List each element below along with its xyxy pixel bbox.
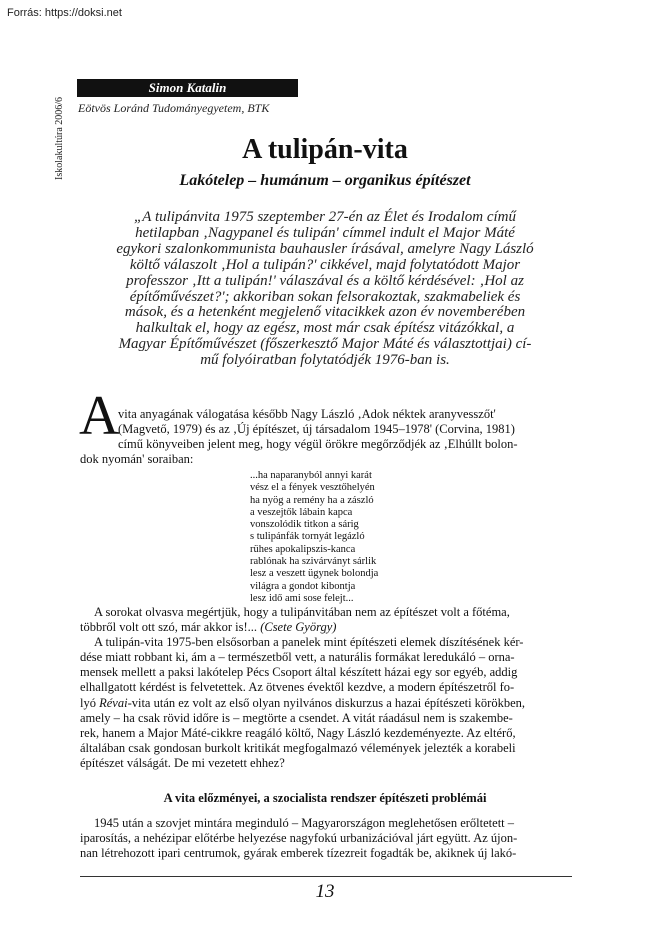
journal-sidebar-label: Iskolakultúra 2006/6: [54, 96, 65, 180]
section-paragraph: [80, 816, 572, 861]
intro-paragraph: [80, 407, 572, 467]
abstract-line: professzor ‚Itt a tulipán!' válaszával és a költő kérdésével: ‚Hol az: [126, 272, 524, 289]
poem-line: vész el a fények vesztőhelyén: [250, 482, 375, 494]
page-number: 13: [315, 881, 335, 902]
poem-line: lesz a veszett ügynek bolondja: [250, 568, 379, 580]
poem-line: ha nyög a remény ha a zászló: [250, 494, 374, 506]
paragraph-line: (Magvető, 1979) és az ‚Új építészet, új társadalom 1945–1978' (Corvina, 1981): [118, 422, 515, 437]
poem-line: lesz idő ami sose felejt...: [250, 592, 354, 604]
poem-line: ...ha naparanyból annyi karát: [250, 470, 372, 481]
poem-quote: [250, 470, 378, 605]
paragraph-line: dése miatt robbant ki, ám a – természetből vett, a naturális formákat leredukáló – orna-: [80, 650, 515, 665]
abstract-line: mű folyóiratban folytatódjék 1976-ban is.: [200, 352, 450, 369]
paragraph-line: című könyveiben jelent meg, hogy végül örökre megőrződjék az ‚Elhúllt bolon-: [118, 437, 518, 452]
abstract-line: halkultak el, hogy az egész, most már csak építész vitázókkal, a: [135, 320, 515, 337]
poem-line: rühes apokalipszis-kanca: [250, 543, 356, 555]
poem-line: világra a gondot kibontja: [250, 580, 356, 592]
abstract-line: Magyar Építőművészet (főszerkesztő Major Máté és választottjai) cí-: [118, 336, 532, 353]
abstract-line: hetilapban ‚Nagypanel és tulipán' címmel indult el Major Máté: [135, 224, 515, 241]
abstract-line: építőművészet?'; akkoriban sokan felsorakoztak, szakmabeliek és: [129, 288, 521, 305]
paragraph-line: rek, hanem a Major Máté-cikkre reagáló költő, Nagy László kezdeményezte. Az eltérő,: [80, 725, 516, 740]
paragraph-line: mensek mellett a paksi lakótelep Pécs Csoport által készített házai egy sor egyéb, addig: [80, 665, 518, 680]
paragraph-line: lyó Révai-vita után ez volt az első olyan nyilvános diskurzus a hazai építészeti körökben,: [80, 695, 526, 710]
poem-line: rablónak ha szivárványt sárlik: [250, 556, 377, 568]
paragraph-line: nan létrehozott ipari centrumok, gyárak emberek tízezreit fogadták be, akiknek új lakó-: [80, 846, 517, 861]
paragraph-line: dok nyomán' soraiban:: [80, 452, 194, 467]
quote-attribution: (Csete György): [260, 620, 337, 635]
author-bar: Simon Katalin: [77, 79, 298, 97]
paragraph-line: [80, 620, 572, 635]
drop-cap: A: [79, 385, 120, 447]
article-title: A tulipán-vita: [242, 134, 408, 165]
abstract-line: egykori szalonkommunista bauhausler írásával, amelyre Nagy László: [116, 240, 534, 257]
paragraph-line: iparosítás, a nehézipar előtérbe helyezése nagyfokú urbanizációval járt együtt. Az újon-: [80, 831, 518, 846]
affiliation: Eötvös Loránd Tudományegyetem, BTK: [78, 101, 270, 115]
paragraph-text: többről volt ott szó, már akkor is!...: [80, 620, 258, 635]
source-label: Forrás: https://doksi.net: [7, 7, 122, 19]
poem-line: vonszolódik titkon a sárig: [250, 519, 359, 531]
paragraph-line: általában csak gondosan burkolt kritikát megfogalmazó vélemények jelezték a korabeli: [80, 740, 516, 755]
abstract-line: mások, és a hetenként megjelenő vitacikkek azon év novemberében: [124, 304, 526, 321]
paragraph-line: A tulipán-vita 1975-ben elsősorban a panelek mint építészeti elemek díszítésének kér-: [94, 635, 524, 650]
paragraph-line: vita anyagának válogatása később Nagy László ‚Adok néktek aranyvesszőt': [118, 407, 496, 421]
abstract-line: költő válaszolt ‚Hol a tulipán?' cikkével, majd folytatódott Major: [129, 256, 521, 273]
paragraph-line: építészet válságát. De mi vezetett ehhez?: [80, 755, 285, 770]
poem-line: s tulipánfák tornyát legázló: [250, 531, 365, 543]
poem-line: a veszejtők lábain kapca: [250, 506, 353, 518]
abstract-line: „A tulipánvita 1975 szeptember 27-én az Élet és Irodalom című: [133, 209, 517, 225]
section-heading: A vita előzményei, a szocialista rendszer építészeti problémái: [163, 791, 487, 805]
abstract: [82, 210, 568, 369]
paragraph-line: 1945 után a szovjet mintára meginduló – Magyarországon meglehetősen erőltetett –: [94, 816, 515, 830]
paragraph-line: elhallgatott kérdést is felvetettek. Az ötvenes évektől kezdve, a modern építészetről fo-: [80, 680, 515, 695]
footer-rule: [80, 876, 572, 877]
paragraph-line: amely – ha csak rövid időre is – megtörte a csendet. A vitát ráadásul nem is szakembe-: [80, 710, 513, 725]
article-subtitle: Lakótelep – humánum – organikus építészet: [179, 172, 471, 189]
body-paragraphs: [80, 605, 572, 771]
paragraph-line: A sorokat olvasva megértjük, hogy a tulipánvitában nem az építészet volt a főtéma,: [94, 605, 510, 619]
